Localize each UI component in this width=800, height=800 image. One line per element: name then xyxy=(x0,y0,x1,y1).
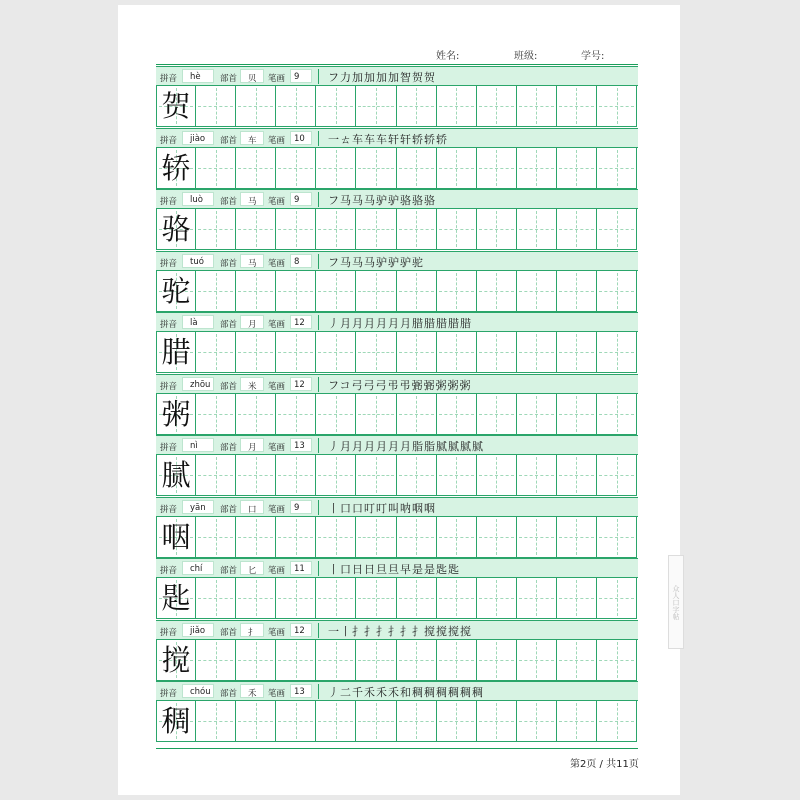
practice-cell[interactable] xyxy=(316,394,356,435)
radical-label: 部首 xyxy=(220,258,238,269)
practice-cell[interactable] xyxy=(316,640,356,681)
info-row xyxy=(156,251,638,271)
practice-cells xyxy=(156,148,638,189)
radical-label: 部首 xyxy=(220,566,238,576)
practice-cell[interactable] xyxy=(477,209,517,250)
radical-value: 月 xyxy=(248,443,257,453)
pinyin-value: chóu xyxy=(190,687,211,697)
practice-cell[interactable] xyxy=(236,455,276,496)
info-row xyxy=(156,681,638,701)
pinyin-value: hè xyxy=(190,72,201,82)
strokes-label: 笔画 xyxy=(268,443,286,453)
practice-cell[interactable] xyxy=(276,640,316,681)
model-character: 搅 xyxy=(161,642,191,677)
practice-cell[interactable] xyxy=(597,394,637,435)
info-row xyxy=(156,374,638,394)
strokes-value: 12 xyxy=(294,379,305,390)
strokes-label: 笔画 xyxy=(268,320,286,330)
strokes-label: 笔画 xyxy=(268,627,286,638)
practice-cell[interactable] xyxy=(356,209,396,250)
practice-cell[interactable] xyxy=(397,209,437,250)
practice-cell[interactable] xyxy=(557,455,597,496)
pinyin-label: 拼音 xyxy=(160,504,178,515)
practice-cell[interactable] xyxy=(276,148,316,189)
info-divider xyxy=(318,192,319,207)
pinyin-label: 拼音 xyxy=(160,74,178,84)
practice-cell[interactable] xyxy=(437,517,477,558)
practice-cell[interactable] xyxy=(597,209,637,250)
practice-cell[interactable] xyxy=(397,148,437,189)
pinyin-value: yān xyxy=(190,502,206,513)
strokes-label: 笔画 xyxy=(268,258,286,269)
pinyin-value: zhōu xyxy=(190,379,211,390)
practice-cell[interactable] xyxy=(276,578,316,619)
practice-cell[interactable] xyxy=(397,271,437,312)
practice-cell[interactable] xyxy=(196,701,236,742)
practice-cell[interactable] xyxy=(356,148,396,189)
practice-cell[interactable] xyxy=(397,455,437,496)
pinyin-label: 拼音 xyxy=(160,135,178,146)
pinyin-value: tuó xyxy=(190,256,204,267)
practice-cell[interactable] xyxy=(316,332,356,373)
practice-cell[interactable] xyxy=(316,455,356,496)
practice-cells xyxy=(156,640,638,681)
info-row xyxy=(156,128,638,148)
practice-cells xyxy=(156,455,638,496)
practice-cell[interactable] xyxy=(597,517,637,558)
practice-cell[interactable] xyxy=(477,640,517,681)
strokes-value: 13 xyxy=(294,687,305,697)
radical-label: 部首 xyxy=(220,135,238,146)
student-id-label: 学号: xyxy=(581,51,605,62)
practice-cell[interactable] xyxy=(597,86,637,127)
practice-cell[interactable] xyxy=(437,578,477,619)
strokes-value: 11 xyxy=(294,564,305,574)
info-row xyxy=(156,312,638,332)
practice-cell[interactable] xyxy=(437,148,477,189)
practice-cell[interactable] xyxy=(356,394,396,435)
practice-cells xyxy=(156,271,638,312)
model-character: 驼 xyxy=(161,273,191,308)
character-entry xyxy=(156,374,638,436)
radical-value: 扌 xyxy=(248,627,257,638)
radical-value: 禾 xyxy=(248,689,257,699)
strokes-value: 9 xyxy=(294,72,300,82)
practice-cell[interactable] xyxy=(276,332,316,373)
info-divider xyxy=(318,561,319,576)
practice-cell[interactable] xyxy=(196,578,236,619)
strokes-label: 笔画 xyxy=(268,197,286,207)
page-number: 第2页 / 共11页 xyxy=(570,759,639,770)
character-entry xyxy=(156,312,638,374)
info-divider xyxy=(318,684,319,699)
strokes-label: 笔画 xyxy=(268,566,286,576)
strokes-value: 10 xyxy=(294,133,305,144)
strokes-value: 13 xyxy=(294,441,305,451)
practice-cell[interactable] xyxy=(316,271,356,312)
pinyin-label: 拼音 xyxy=(160,627,178,638)
practice-cell[interactable] xyxy=(196,455,236,496)
practice-cell[interactable] xyxy=(517,701,557,742)
info-row xyxy=(156,435,638,455)
practice-cell[interactable] xyxy=(517,640,557,681)
class-label: 班级: xyxy=(514,51,538,62)
practice-cell[interactable] xyxy=(196,640,236,681)
practice-cells xyxy=(156,517,638,558)
practice-cell[interactable] xyxy=(196,394,236,435)
stroke-order: 丿月月月月月月腊腊腊腊腊 xyxy=(328,317,472,330)
practice-cell[interactable] xyxy=(316,209,356,250)
practice-cell[interactable] xyxy=(397,394,437,435)
practice-cell[interactable] xyxy=(477,148,517,189)
practice-cell[interactable] xyxy=(316,578,356,619)
radical-value: 马 xyxy=(248,258,257,269)
stroke-order: 丨口日日旦旦早是是匙匙 xyxy=(328,563,460,576)
radical-value: 贝 xyxy=(248,74,257,84)
practice-cell[interactable] xyxy=(517,332,557,373)
practice-cell[interactable] xyxy=(397,517,437,558)
practice-cells xyxy=(156,86,638,127)
radical-label: 部首 xyxy=(220,320,238,330)
practice-cell[interactable] xyxy=(517,148,557,189)
pinyin-label: 拼音 xyxy=(160,443,178,453)
pinyin-label: 拼音 xyxy=(160,258,178,269)
practice-cell[interactable] xyxy=(597,148,637,189)
character-entry xyxy=(156,620,638,682)
radical-label: 部首 xyxy=(220,627,238,638)
radical-value: 月 xyxy=(248,320,257,330)
practice-cell[interactable] xyxy=(557,86,597,127)
pinyin-value: jiào xyxy=(190,133,206,144)
side-tag: 众人口字帖 xyxy=(668,555,684,649)
practice-cell[interactable] xyxy=(437,455,477,496)
practice-cell[interactable] xyxy=(356,86,396,127)
practice-cell[interactable] xyxy=(196,332,236,373)
practice-cell[interactable] xyxy=(236,209,276,250)
practice-cell[interactable] xyxy=(397,332,437,373)
model-character: 匙 xyxy=(161,581,191,615)
practice-cell[interactable] xyxy=(276,271,316,312)
radical-value: 马 xyxy=(248,197,257,207)
practice-cell[interactable] xyxy=(196,271,236,312)
info-divider xyxy=(318,500,319,515)
practice-cell[interactable] xyxy=(557,148,597,189)
character-entry xyxy=(156,681,638,743)
info-divider xyxy=(318,377,319,392)
practice-cell[interactable] xyxy=(437,271,477,312)
radical-label: 部首 xyxy=(220,197,238,207)
model-character: 骆 xyxy=(161,212,191,246)
model-character: 轿 xyxy=(161,150,191,185)
model-character: 贺 xyxy=(161,89,191,123)
name-label: 姓名: xyxy=(436,51,460,62)
pinyin-label: 拼音 xyxy=(160,381,178,392)
strokes-value: 12 xyxy=(294,625,305,636)
practice-cell[interactable] xyxy=(477,394,517,435)
practice-cells xyxy=(156,332,638,373)
character-entry xyxy=(156,66,638,128)
practice-cell[interactable] xyxy=(356,271,396,312)
practice-cell[interactable] xyxy=(557,701,597,742)
practice-cells xyxy=(156,209,638,250)
practice-cell[interactable] xyxy=(437,332,477,373)
info-divider xyxy=(318,254,319,269)
practice-cell[interactable] xyxy=(437,209,477,250)
character-entry xyxy=(156,128,638,190)
model-character: 稠 xyxy=(161,704,191,738)
radical-value: 匕 xyxy=(248,566,257,576)
pinyin-value: nì xyxy=(190,441,198,451)
practice-cell[interactable] xyxy=(236,86,276,127)
practice-cell[interactable] xyxy=(276,455,316,496)
strokes-value: 9 xyxy=(294,195,300,205)
radical-value: 米 xyxy=(248,381,257,392)
pinyin-value: chí xyxy=(190,564,203,574)
stroke-order: フ马马马驴驴驴驼 xyxy=(328,255,424,269)
practice-cell[interactable] xyxy=(236,701,276,742)
practice-cell[interactable] xyxy=(597,455,637,496)
practice-cell[interactable] xyxy=(437,701,477,742)
info-divider xyxy=(318,623,319,638)
practice-cell[interactable] xyxy=(477,455,517,496)
practice-cell[interactable] xyxy=(397,86,437,127)
radical-label: 部首 xyxy=(220,689,238,699)
stroke-order: 丨口口叮叮叫呐咽咽 xyxy=(328,501,436,515)
practice-cell[interactable] xyxy=(236,271,276,312)
practice-cell[interactable] xyxy=(356,517,396,558)
practice-cell[interactable] xyxy=(557,394,597,435)
practice-cell[interactable] xyxy=(437,640,477,681)
practice-cell[interactable] xyxy=(276,701,316,742)
practice-cell[interactable] xyxy=(517,271,557,312)
practice-cell[interactable] xyxy=(597,701,637,742)
practice-cells xyxy=(156,394,638,435)
strokes-label: 笔画 xyxy=(268,689,286,699)
practice-cell[interactable] xyxy=(557,517,597,558)
info-row xyxy=(156,66,638,86)
practice-cell[interactable] xyxy=(196,148,236,189)
strokes-value: 8 xyxy=(294,256,300,267)
practice-cell[interactable] xyxy=(597,271,637,312)
practice-cell[interactable] xyxy=(557,209,597,250)
practice-cell[interactable] xyxy=(477,271,517,312)
practice-cell[interactable] xyxy=(477,701,517,742)
character-entry xyxy=(156,558,638,620)
practice-cell[interactable] xyxy=(477,578,517,619)
info-row xyxy=(156,558,638,578)
character-entry xyxy=(156,497,638,559)
strokes-label: 笔画 xyxy=(268,504,286,515)
practice-cell[interactable] xyxy=(236,332,276,373)
strokes-label: 笔画 xyxy=(268,135,286,146)
stroke-order: 丿二千禾禾禾和稠稠稠稠稠稠 xyxy=(328,686,484,699)
practice-cell[interactable] xyxy=(356,332,396,373)
radical-value: 车 xyxy=(248,135,257,146)
stroke-order: 一ㄊ车车车轩轩轿轿轿 xyxy=(328,132,448,146)
info-divider xyxy=(318,315,319,330)
pinyin-label: 拼音 xyxy=(160,689,178,699)
practice-cell[interactable] xyxy=(236,578,276,619)
practice-cell[interactable] xyxy=(477,332,517,373)
practice-cell[interactable] xyxy=(517,209,557,250)
practice-grid xyxy=(156,66,638,743)
info-divider xyxy=(318,69,319,84)
info-row xyxy=(156,189,638,209)
character-entry xyxy=(156,251,638,313)
stroke-order: 丿月月月月月月脂脂腻腻腻腻 xyxy=(328,440,484,453)
practice-cell[interactable] xyxy=(437,86,477,127)
radical-label: 部首 xyxy=(220,381,238,392)
practice-cell[interactable] xyxy=(196,209,236,250)
pinyin-label: 拼音 xyxy=(160,320,178,330)
practice-cell[interactable] xyxy=(557,640,597,681)
practice-cell[interactable] xyxy=(316,148,356,189)
info-row xyxy=(156,497,638,517)
strokes-label: 笔画 xyxy=(268,381,286,392)
radical-label: 部首 xyxy=(220,443,238,453)
practice-cell[interactable] xyxy=(276,394,316,435)
practice-cell[interactable] xyxy=(356,640,396,681)
pinyin-label: 拼音 xyxy=(160,566,178,576)
character-entry xyxy=(156,189,638,251)
practice-cell[interactable] xyxy=(276,209,316,250)
radical-value: 口 xyxy=(248,504,257,515)
practice-cell[interactable] xyxy=(557,332,597,373)
pinyin-box xyxy=(182,438,214,452)
stroke-order: フコ弓弓弓弔弔弻弻粥粥粥 xyxy=(328,378,472,392)
pinyin-value: là xyxy=(190,318,198,328)
practice-cell[interactable] xyxy=(557,578,597,619)
practice-cell[interactable] xyxy=(517,455,557,496)
model-character: 咽 xyxy=(161,519,191,554)
strokes-label: 笔画 xyxy=(268,74,286,84)
character-entry xyxy=(156,435,638,497)
practice-cell[interactable] xyxy=(517,517,557,558)
top-rule xyxy=(156,64,638,65)
practice-cells xyxy=(156,701,638,742)
practice-cell[interactable] xyxy=(236,394,276,435)
practice-cells xyxy=(156,578,638,619)
practice-cell[interactable] xyxy=(236,517,276,558)
stroke-order: フ马马马驴驴骆骆骆 xyxy=(328,194,436,207)
practice-cell[interactable] xyxy=(356,455,396,496)
practice-cell[interactable] xyxy=(356,578,396,619)
practice-cell[interactable] xyxy=(276,517,316,558)
student-info-header xyxy=(118,43,680,63)
model-character: 腊 xyxy=(161,335,191,369)
practice-cell[interactable] xyxy=(196,86,236,127)
practice-cell[interactable] xyxy=(517,394,557,435)
info-divider xyxy=(318,438,319,453)
practice-cell[interactable] xyxy=(477,86,517,127)
stroke-order: 一丨扌扌扌扌扌扌搅搅搅搅 xyxy=(328,624,472,638)
practice-cell[interactable] xyxy=(316,517,356,558)
practice-cell[interactable] xyxy=(397,578,437,619)
radical-label: 部首 xyxy=(220,504,238,515)
practice-cell[interactable] xyxy=(316,701,356,742)
practice-cell[interactable] xyxy=(597,640,637,681)
practice-cell[interactable] xyxy=(236,148,276,189)
pinyin-label: 拼音 xyxy=(160,197,178,207)
bottom-rule xyxy=(156,748,638,749)
strokes-value: 9 xyxy=(294,502,300,513)
practice-cell[interactable] xyxy=(437,394,477,435)
practice-cell[interactable] xyxy=(477,517,517,558)
practice-cell[interactable] xyxy=(397,701,437,742)
practice-cell[interactable] xyxy=(236,640,276,681)
pinyin-value: jiǎo xyxy=(190,625,206,636)
strokes-value: 12 xyxy=(294,318,305,328)
practice-cell[interactable] xyxy=(276,86,316,127)
info-row xyxy=(156,620,638,640)
practice-cell[interactable] xyxy=(517,86,557,127)
radical-label: 部首 xyxy=(220,74,238,84)
practice-cell[interactable] xyxy=(597,578,637,619)
stroke-order: フ力加加加加智贺贺 xyxy=(328,71,436,84)
practice-cell[interactable] xyxy=(557,271,597,312)
pinyin-box xyxy=(182,315,214,329)
practice-cell[interactable] xyxy=(316,86,356,127)
practice-cell[interactable] xyxy=(517,578,557,619)
info-divider xyxy=(318,131,319,146)
model-character: 粥 xyxy=(161,396,191,431)
pinyin-value: luò xyxy=(190,195,203,205)
practice-cell[interactable] xyxy=(356,701,396,742)
practice-cell[interactable] xyxy=(397,640,437,681)
practice-cell[interactable] xyxy=(196,517,236,558)
model-character: 腻 xyxy=(161,458,191,492)
practice-cell[interactable] xyxy=(597,332,637,373)
worksheet-page xyxy=(118,5,680,795)
